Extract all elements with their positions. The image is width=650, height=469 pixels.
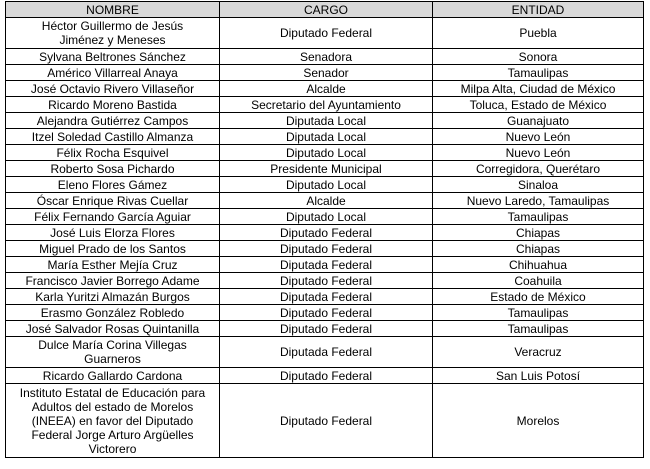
cell-entidad: Estado de México [433,289,644,305]
cell-entidad: Chiapas [433,225,644,241]
cell-entidad: Veracruz [433,337,644,368]
cell-entidad: Chihuahua [433,257,644,273]
cell-entidad: Puebla [433,18,644,49]
table-row [6,49,644,65]
cell-cargo: Secretario del Ayuntamiento [220,97,433,113]
table-row [6,289,644,305]
cell-entidad: Nuevo León [433,129,644,145]
cell-cargo: Diputada Local [220,129,433,145]
cell-entidad: Tamaulipas [433,209,644,225]
cell-nombre: Ricardo Gallardo Cardona [6,368,220,384]
cell-nombre: Dulce María Corina Villegas Guarneros [6,337,220,368]
cell-cargo: Diputado Federal [220,241,433,257]
cell-entidad: Morelos [433,384,644,458]
cell-nombre: José Luis Elorza Flores [6,225,220,241]
header-nombre: NOMBRE [6,2,220,18]
cell-nombre: María Esther Mejía Cruz [6,257,220,273]
table-row [6,209,644,225]
table-row [6,257,644,273]
cell-cargo: Diputado Federal [220,305,433,321]
table-row [6,337,644,368]
cell-cargo: Diputado Federal [220,273,433,289]
cell-entidad: Tamaulipas [433,321,644,337]
cell-entidad: Milpa Alta, Ciudad de México [433,81,644,97]
cell-cargo: Presidente Municipal [220,161,433,177]
table-row [6,145,644,161]
table-row [6,305,644,321]
cell-nombre: Américo Villarreal Anaya [6,65,220,81]
table-body [6,18,644,458]
cell-entidad: San Luis Potosí [433,368,644,384]
header-row [6,2,644,18]
cell-entidad: Corregidora, Querétaro [433,161,644,177]
cell-nombre: Roberto Sosa Pichardo [6,161,220,177]
cell-cargo: Diputada Federal [220,337,433,368]
table-row [6,193,644,209]
cell-cargo: Diputado Local [220,145,433,161]
officials-table [5,1,644,458]
cell-entidad: Coahuila [433,273,644,289]
cell-cargo: Senador [220,65,433,81]
cell-entidad: Guanajuato [433,113,644,129]
cell-cargo: Diputada Federal [220,289,433,305]
cell-cargo: Diputado Federal [220,384,433,458]
table-row [6,273,644,289]
table-row [6,368,644,384]
cell-cargo: Diputado Federal [220,18,433,49]
cell-entidad: Sinaloa [433,177,644,193]
cell-cargo: Alcalde [220,81,433,97]
cell-nombre: Héctor Guillermo de Jesús Jiménez y Meneses [6,18,220,49]
table-row [6,18,644,49]
table-row [6,65,644,81]
cell-nombre: Sylvana Beltrones Sánchez [6,49,220,65]
header-cargo: CARGO [220,2,433,18]
cell-entidad: Toluca, Estado de México [433,97,644,113]
cell-entidad: Sonora [433,49,644,65]
cell-entidad: Nuevo León [433,145,644,161]
cell-nombre: Karla Yuritzi Almazán Burgos [6,289,220,305]
document-page [5,1,644,458]
cell-entidad: Tamaulipas [433,65,644,81]
cell-nombre: Ricardo Moreno Bastida [6,97,220,113]
table-row [6,225,644,241]
cell-cargo: Senadora [220,49,433,65]
cell-nombre: Miguel Prado de los Santos [6,241,220,257]
cell-cargo: Diputado Local [220,177,433,193]
cell-cargo: Diputado Federal [220,225,433,241]
cell-nombre: Erasmo González Robledo [6,305,220,321]
cell-nombre: Félix Fernando García Aguiar [6,209,220,225]
table-row [6,161,644,177]
cell-entidad: Chiapas [433,241,644,257]
cell-nombre: José Salvador Rosas Quintanilla [6,321,220,337]
cell-cargo: Diputado Local [220,209,433,225]
cell-entidad: Nuevo Laredo, Tamaulipas [433,193,644,209]
cell-nombre: Instituto Estatal de Educación para Adultos del estado de Morelos (INEEA) en favor del Diputado Federal Jorge Arturo Argüelles Victorero [6,384,220,458]
table-row [6,384,644,458]
cell-nombre: José Octavio Rivero Villaseñor [6,81,220,97]
cell-nombre: Itzel Soledad Castillo Almanza [6,129,220,145]
cell-nombre: Eleno Flores Gámez [6,177,220,193]
header-entidad: ENTIDAD [433,2,644,18]
cell-cargo: Diputado Federal [220,321,433,337]
table-row [6,129,644,145]
cell-cargo: Diputado Federal [220,368,433,384]
cell-cargo: Diputada Local [220,113,433,129]
table-row [6,177,644,193]
cell-nombre: Óscar Enrique Rivas Cuellar [6,193,220,209]
table-row [6,321,644,337]
cell-nombre: Félix Rocha Esquivel [6,145,220,161]
cell-cargo: Alcalde [220,193,433,209]
table-row [6,81,644,97]
cell-nombre: Francisco Javier Borrego Adame [6,273,220,289]
table-row [6,113,644,129]
cell-nombre: Alejandra Gutiérrez Campos [6,113,220,129]
cell-entidad: Tamaulipas [433,305,644,321]
table-row [6,241,644,257]
table-header [6,2,644,18]
cell-cargo: Diputada Federal [220,257,433,273]
table-row [6,97,644,113]
